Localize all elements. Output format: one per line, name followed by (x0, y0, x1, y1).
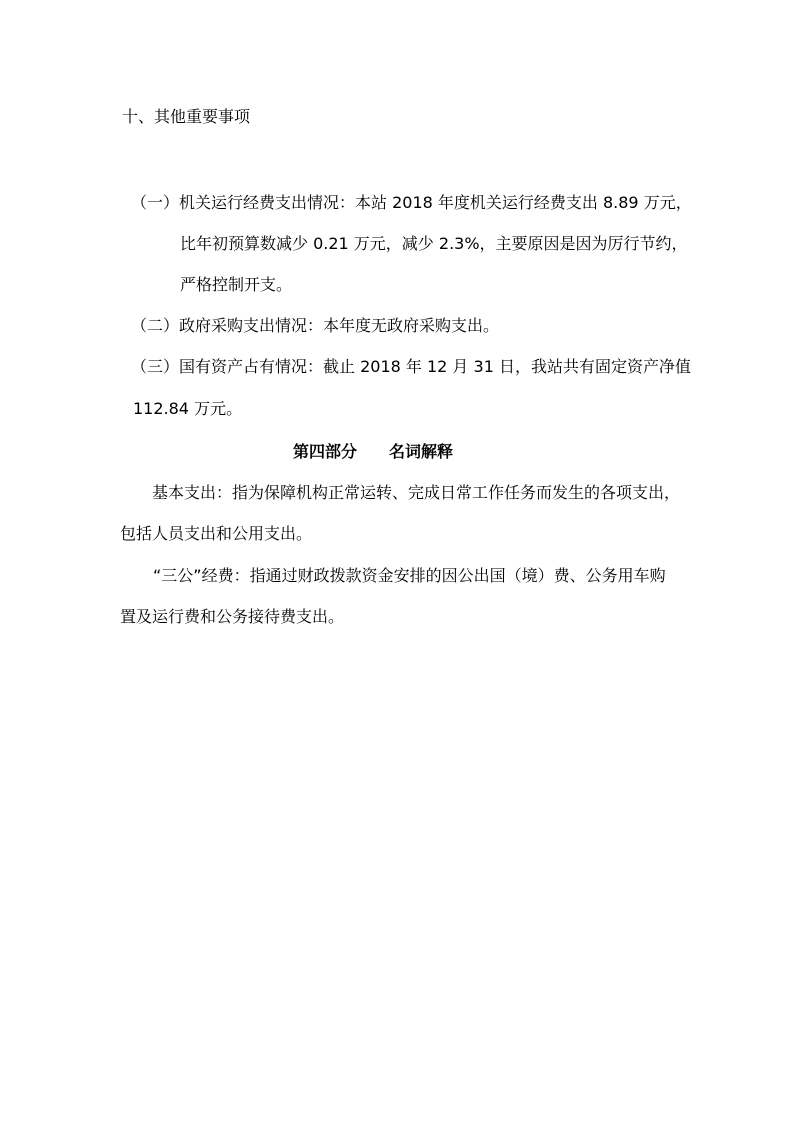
definition-three-public-line-2: 置及运行费和公务接待费支出。 (120, 607, 345, 626)
item-one-line-2: 比年初预算数减少 0.21 万元，减少 2.3%，主要原因是因为厉行节约， (180, 234, 688, 253)
definition-basic-line-2: 包括人员支出和公用支出。 (120, 524, 313, 543)
item-three-line-2: 112.84 万元。 (133, 399, 243, 418)
item-one-line-1: （一）机关运行经费支出情况：本站 2018 年度机关运行经费支出 8.89 万元， (131, 193, 692, 212)
definition-three-public-line-1: “三公”经费：指通过财政拨款资金安排的因公出国（境）费、公务用车购 (153, 566, 666, 585)
item-three-line-1: （三）国有资产占有情况：截止 2018 年 12 月 31 日，我站共有固定资产净值 (131, 357, 691, 376)
definition-basic-line-1: 基本支出：指为保障机构正常运转、完成日常工作任务而发生的各项支出， (152, 483, 681, 502)
item-two-line-1: （二）政府采购支出情况：本年度无政府采购支出。 (131, 316, 500, 335)
part-four-title: 第四部分 名词解释 (293, 442, 454, 461)
section-ten-heading: 十、其他重要事项 (122, 107, 251, 126)
item-one-line-3: 严格控制开支。 (180, 275, 293, 294)
